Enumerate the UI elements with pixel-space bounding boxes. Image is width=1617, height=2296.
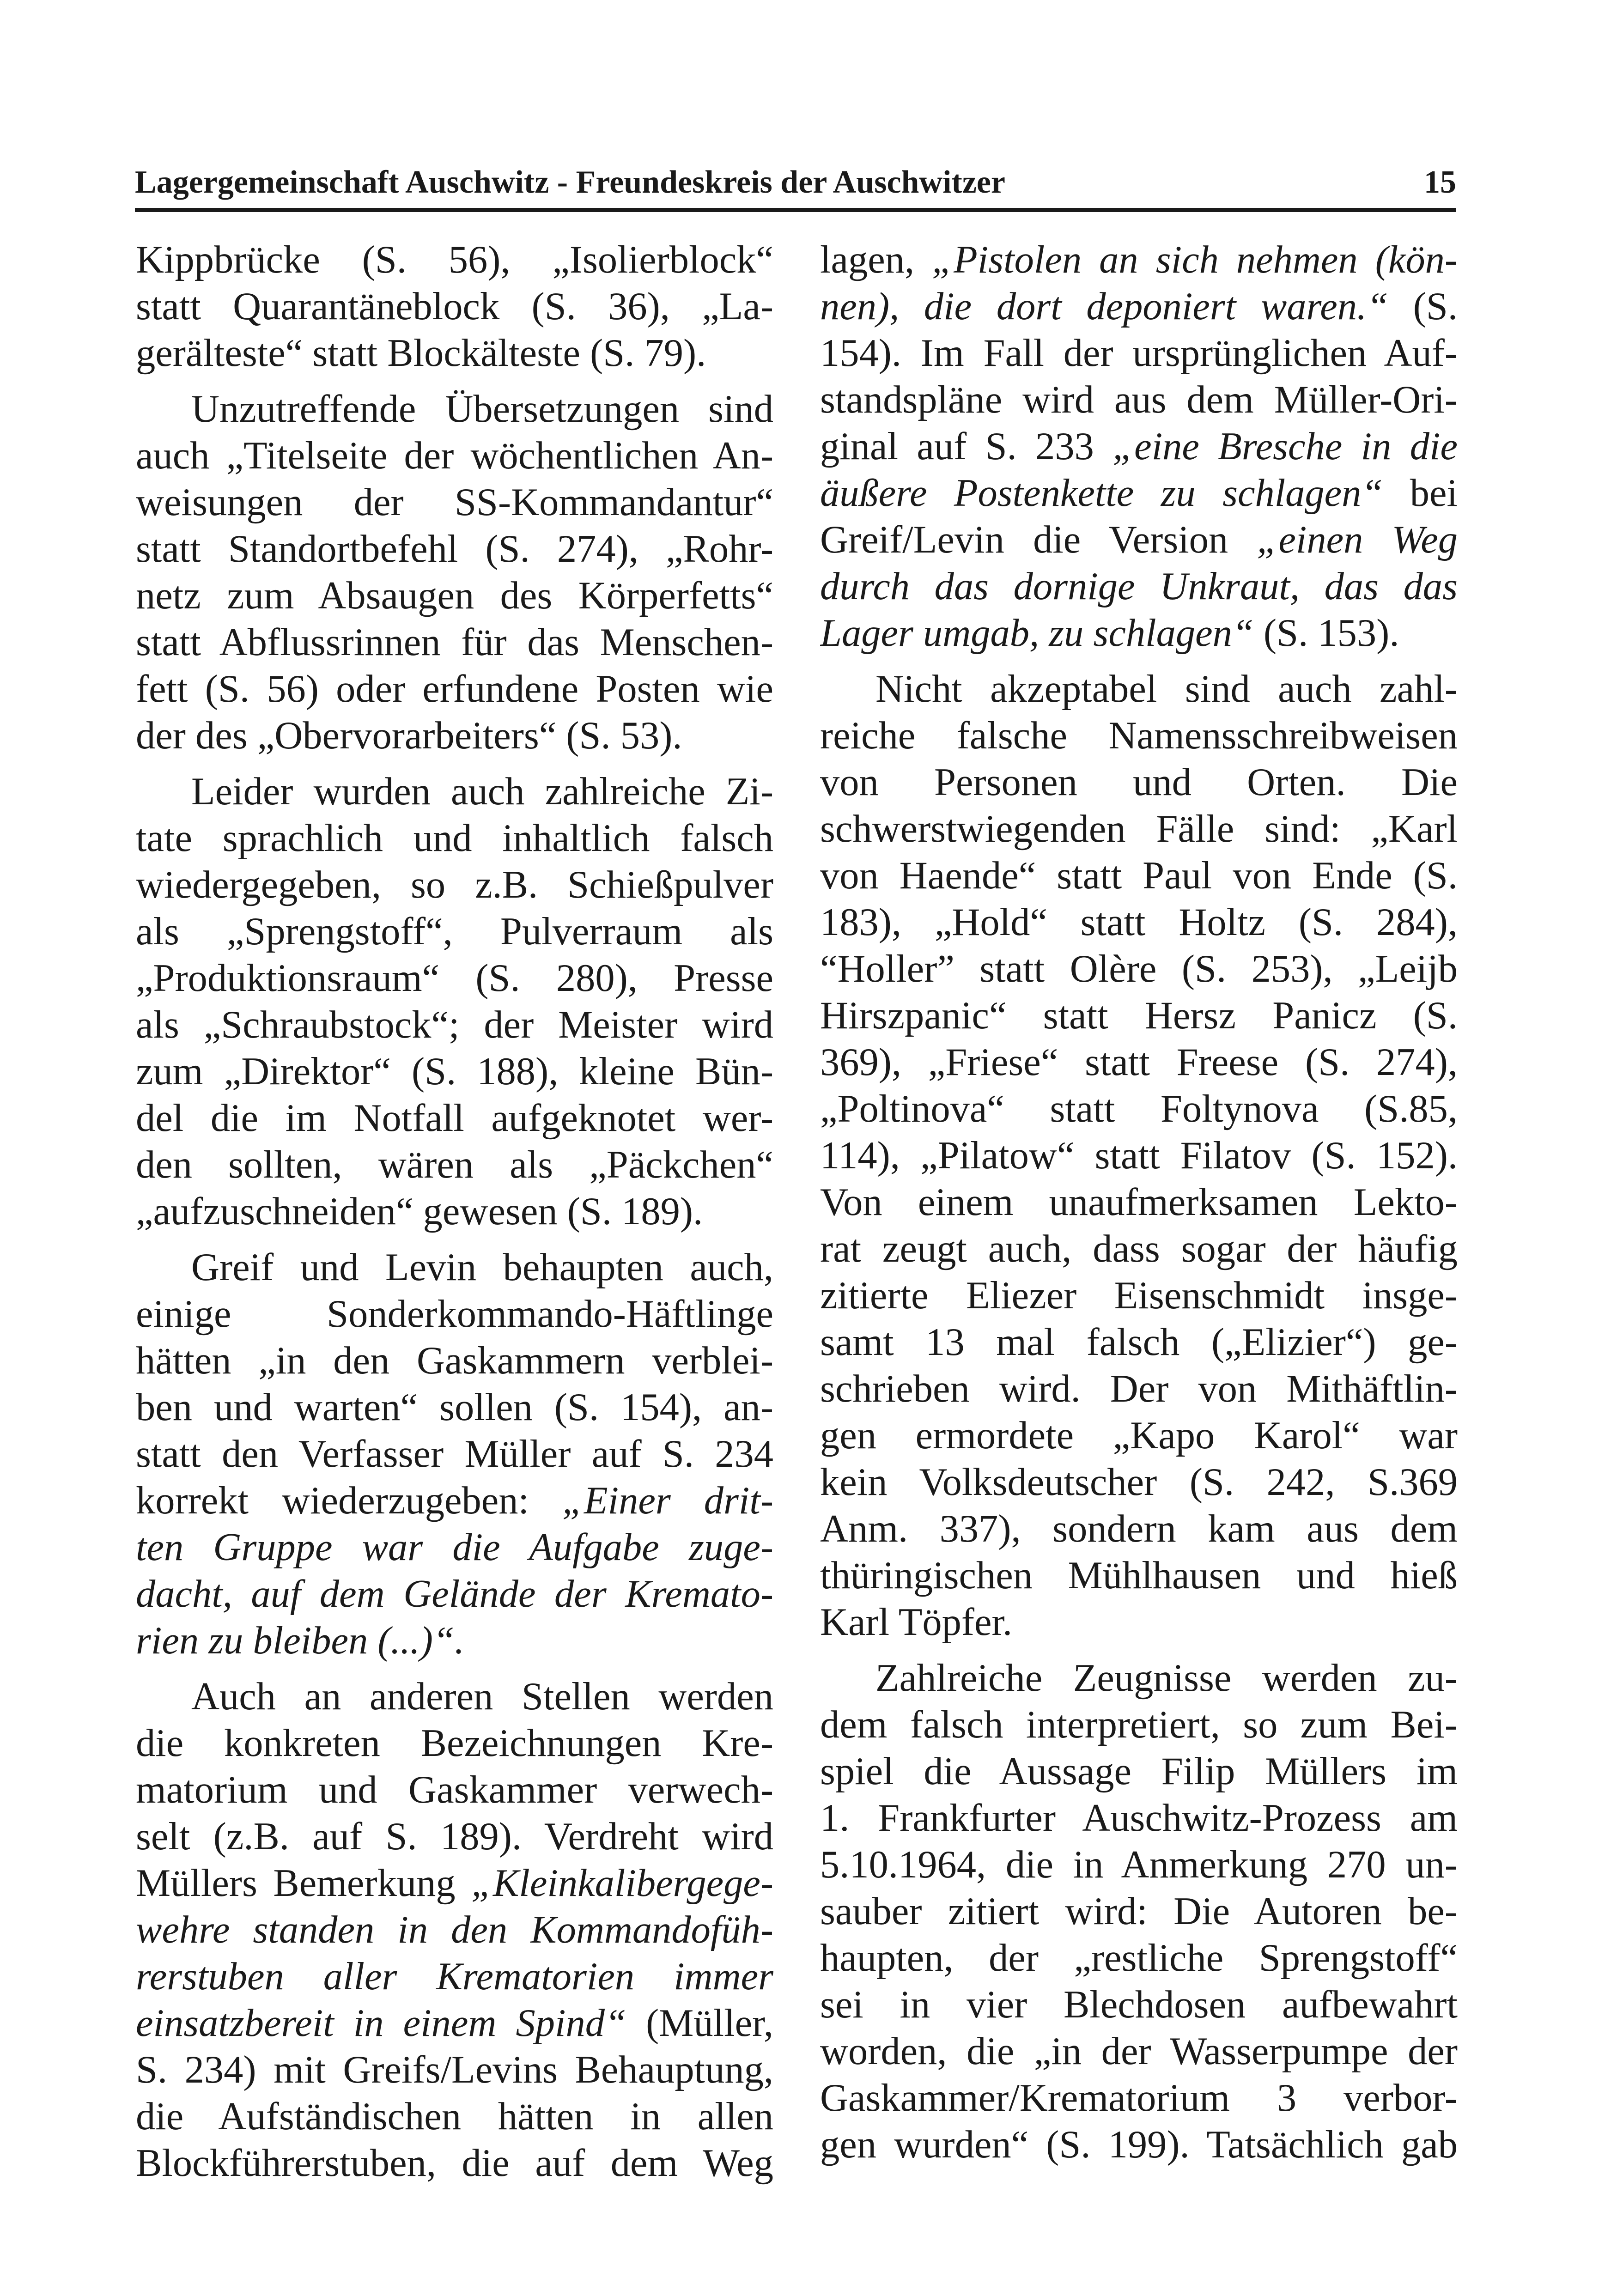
text-line: „Poltinova“ statt Foltynova (S.85, [820, 1087, 1458, 1130]
text-run: Müllers Bemerkung [136, 1862, 472, 1905]
text-line: 183), „Hold“ statt Holtz (S. 284), [820, 901, 1458, 944]
text-run: ginal auf S. 233 [820, 425, 1113, 468]
text-line: Von einem unaufmerksamen Lekto- [820, 1181, 1458, 1224]
text-line: Leider wurden auch zahlreiche Zi- [191, 770, 773, 813]
text-line: Hirszpanic“ statt Hersz Panicz (S. [820, 994, 1458, 1037]
text-line: dem falsch interpretiert, so zum Bei- [820, 1703, 1458, 1746]
running-header [135, 157, 1456, 212]
text-line: gerälteste“ statt Blockälteste (S. 79). [136, 332, 706, 375]
quote-run: wehre standen in den Kommandofüh- [136, 1908, 773, 1951]
paragraph [820, 666, 1458, 1646]
paragraph [136, 768, 773, 1235]
text-line [820, 423, 1458, 470]
quote-run: „Kleinkalibergege- [471, 1862, 773, 1905]
text-line [820, 610, 1458, 656]
text-line: wiedergegeben, so z.B. Schießpulver [136, 863, 773, 906]
text-line: reiche falsche Namensschreibweisen [820, 714, 1458, 757]
text-line: fett (S. 56) oder erfundene Posten wie [136, 668, 773, 711]
paragraph [136, 1244, 773, 1664]
paragraph [136, 1673, 773, 2187]
quote-run: ten Gruppe war die Aufgabe zuge- [136, 1526, 773, 1569]
text-line [136, 1617, 773, 1664]
text-line: 1. Frankfurter Auschwitz-Prozess am [820, 1797, 1458, 1840]
text-line [136, 1860, 773, 1907]
text-line [820, 237, 1458, 283]
text-line: Zahlreiche Zeugnisse werden zu- [875, 1657, 1458, 1700]
text-line: Anm. 337), sondern kam aus dem [820, 1507, 1458, 1550]
text-line: 5.10.1964, die in Anmerkung 270 un- [820, 1843, 1458, 1886]
text-line: “Holler” statt Olère (S. 253), „Leijb [820, 948, 1458, 990]
text-line: schrieben wird. Der von Mithäftlin- [820, 1367, 1458, 1410]
text-line: der des „Obervorarbeiters“ (S. 53). [136, 714, 682, 757]
text-line: S. 234) mit Greifs/Levins Behauptung, [136, 2048, 773, 2091]
text-line [820, 563, 1458, 610]
text-line [136, 1524, 773, 1571]
text-line: Greif und Levin behaupten auch, [191, 1246, 773, 1289]
text-line: samt 13 mal falsch („Elizier“) ge- [820, 1321, 1458, 1364]
paragraph [136, 386, 773, 759]
text-line: spiel die Aussage Filip Müllers im [820, 1750, 1458, 1793]
text-run: lagen, [820, 238, 932, 281]
text-line: weisungen der SS-Kommandantur“ [136, 481, 773, 524]
text-run: (S. [1388, 285, 1458, 328]
quote-run: durch das dornige Unkraut, das das [820, 565, 1458, 608]
text-line: haupten, der „restliche Sprengstoff“ [820, 1937, 1458, 1980]
quote-run: dacht, auf dem Gelände der Kremato- [136, 1573, 773, 1616]
page-number: 15 [1424, 164, 1456, 200]
text-line [820, 470, 1458, 516]
quote-run: „eine Bresche in die [1112, 425, 1458, 468]
text-line: auch „Titelseite der wöchentlichen An- [136, 434, 773, 477]
text-line: Gaskammer/Krematorium 3 verbor- [820, 2077, 1458, 2120]
text-line: die Aufständischen hätten in allen [136, 2095, 773, 2138]
text-line: gen ermordete „Kapo Karol“ war [820, 1414, 1458, 1457]
text-line: rat zeugt auch, dass sogar der häufig [820, 1227, 1458, 1270]
text-line [820, 516, 1458, 563]
text-line: statt den Verfasser Müller auf S. 234 [136, 1433, 773, 1476]
text-line: statt Quarantäneblock (S. 36), „La- [136, 285, 773, 328]
text-line: Karl Töpfer. [820, 1601, 1013, 1644]
text-line [136, 1907, 773, 1953]
text-line: 154). Im Fall der ursprünglichen Auf- [820, 332, 1458, 375]
text-line: 369), „Friese“ statt Freese (S. 274), [820, 1041, 1458, 1084]
text-line: zitierte Eliezer Eisenschmidt insge- [820, 1274, 1458, 1317]
text-run: Greif/Levin die Version [820, 518, 1257, 561]
paragraph [820, 237, 1458, 656]
quote-run: „Pistolen an sich nehmen (kön- [932, 238, 1458, 281]
quote-run: nen), die dort deponiert waren.“ [820, 285, 1389, 328]
text-line [136, 1953, 773, 2000]
text-run: korrekt wiederzugeben: [136, 1479, 562, 1522]
text-line: sauber zitiert wird: Die Autoren be- [820, 1890, 1458, 1933]
quote-run: einsatzbereit in einem Spind“ [136, 2002, 626, 2045]
text-line: schwerstwiegenden Fälle sind: „Karl [820, 808, 1458, 850]
text-line: Kippbrücke (S. 56), „Isolierblock“ [136, 238, 773, 281]
text-line: del die im Notfall aufgeknotet wer- [136, 1097, 773, 1140]
text-line: ben und warten“ sollen (S. 154), an- [136, 1386, 773, 1429]
text-line: zum „Direktor“ (S. 188), kleine Bün- [136, 1050, 773, 1093]
left-column [136, 237, 773, 2187]
text-line: als „Schraubstock“; der Meister wird [136, 1003, 773, 1046]
text-line [136, 2000, 773, 2047]
text-run: (S. 153). [1253, 612, 1399, 655]
quote-run: „einen Weg [1257, 518, 1458, 561]
text-line: statt Abflussrinnen für das Menschen- [136, 621, 773, 664]
text-line: thüringischen Mühlhausen und hieß [820, 1554, 1458, 1597]
text-run: (Müller, [626, 2002, 773, 2045]
quote-run: Lager umgab, zu schlagen“ [820, 612, 1254, 655]
paragraph [136, 237, 773, 377]
text-line: von Personen und Orten. Die [820, 761, 1458, 804]
quote-run: rerstuben aller Krematorien immer [136, 1955, 773, 1998]
text-line: „aufzuschneiden“ gewesen (S. 189). [136, 1190, 703, 1233]
text-line: hätten „in den Gaskammern verblei- [136, 1339, 773, 1382]
right-column [820, 237, 1458, 2168]
text-run: bei [1383, 472, 1458, 515]
text-line: selt (z.B. auf S. 189). Verdreht wird [136, 1815, 773, 1858]
text-line: die konkreten Bezeichnungen Kre- [136, 1722, 773, 1765]
text-line: einige Sonderkommando-Häftlinge [136, 1293, 773, 1336]
text-line: kein Volksdeutscher (S. 242, S.369 [820, 1461, 1458, 1504]
quote-run: äußere Postenkette zu schlagen“ [820, 472, 1383, 515]
text-line [820, 283, 1458, 330]
text-line: tate sprachlich und inhaltlich falsch [136, 817, 773, 860]
paragraph [820, 1655, 1458, 2168]
text-line: standspläne wird aus dem Müller-Ori- [820, 378, 1458, 421]
text-line: als „Sprengstoff“, Pulverraum als [136, 910, 773, 953]
text-line [136, 1477, 773, 1524]
quote-run: „Einer drit- [562, 1479, 773, 1522]
text-line: Unzutreffende Übersetzungen sind [191, 388, 773, 431]
text-line: sei in vier Blechdosen aufbewahrt [820, 1983, 1458, 2026]
text-line: den sollten, wären als „Päckchen“ [136, 1143, 773, 1186]
text-line: gen wurden“ (S. 199). Tatsächlich gab [820, 2123, 1458, 2166]
text-line: worden, die „in der Wasserpumpe der [820, 2030, 1458, 2073]
text-line: matorium und Gaskammer verwech- [136, 1768, 773, 1811]
text-line: netz zum Absaugen des Körperfetts“ [136, 574, 773, 617]
text-line: 114), „Pilatow“ statt Filatov (S. 152). [820, 1134, 1458, 1177]
text-line [136, 1571, 773, 1617]
text-line: statt Standortbefehl (S. 274), „Rohr- [136, 528, 773, 571]
quote-run: rien zu bleiben (...)“. [136, 1619, 465, 1662]
text-line: Auch an anderen Stellen werden [191, 1675, 773, 1718]
running-title: Lagergemeinschaft Auschwitz - Freundeskreis der Auschwitzer [135, 164, 1005, 200]
text-line: Blockführerstuben, die auf dem Weg [136, 2142, 773, 2185]
text-line: von Haende“ statt Paul von Ende (S. [820, 854, 1458, 897]
text-line: „Produktionsraum“ (S. 280), Presse [136, 957, 773, 1000]
text-line: Nicht akzeptabel sind auch zahl- [875, 668, 1458, 711]
